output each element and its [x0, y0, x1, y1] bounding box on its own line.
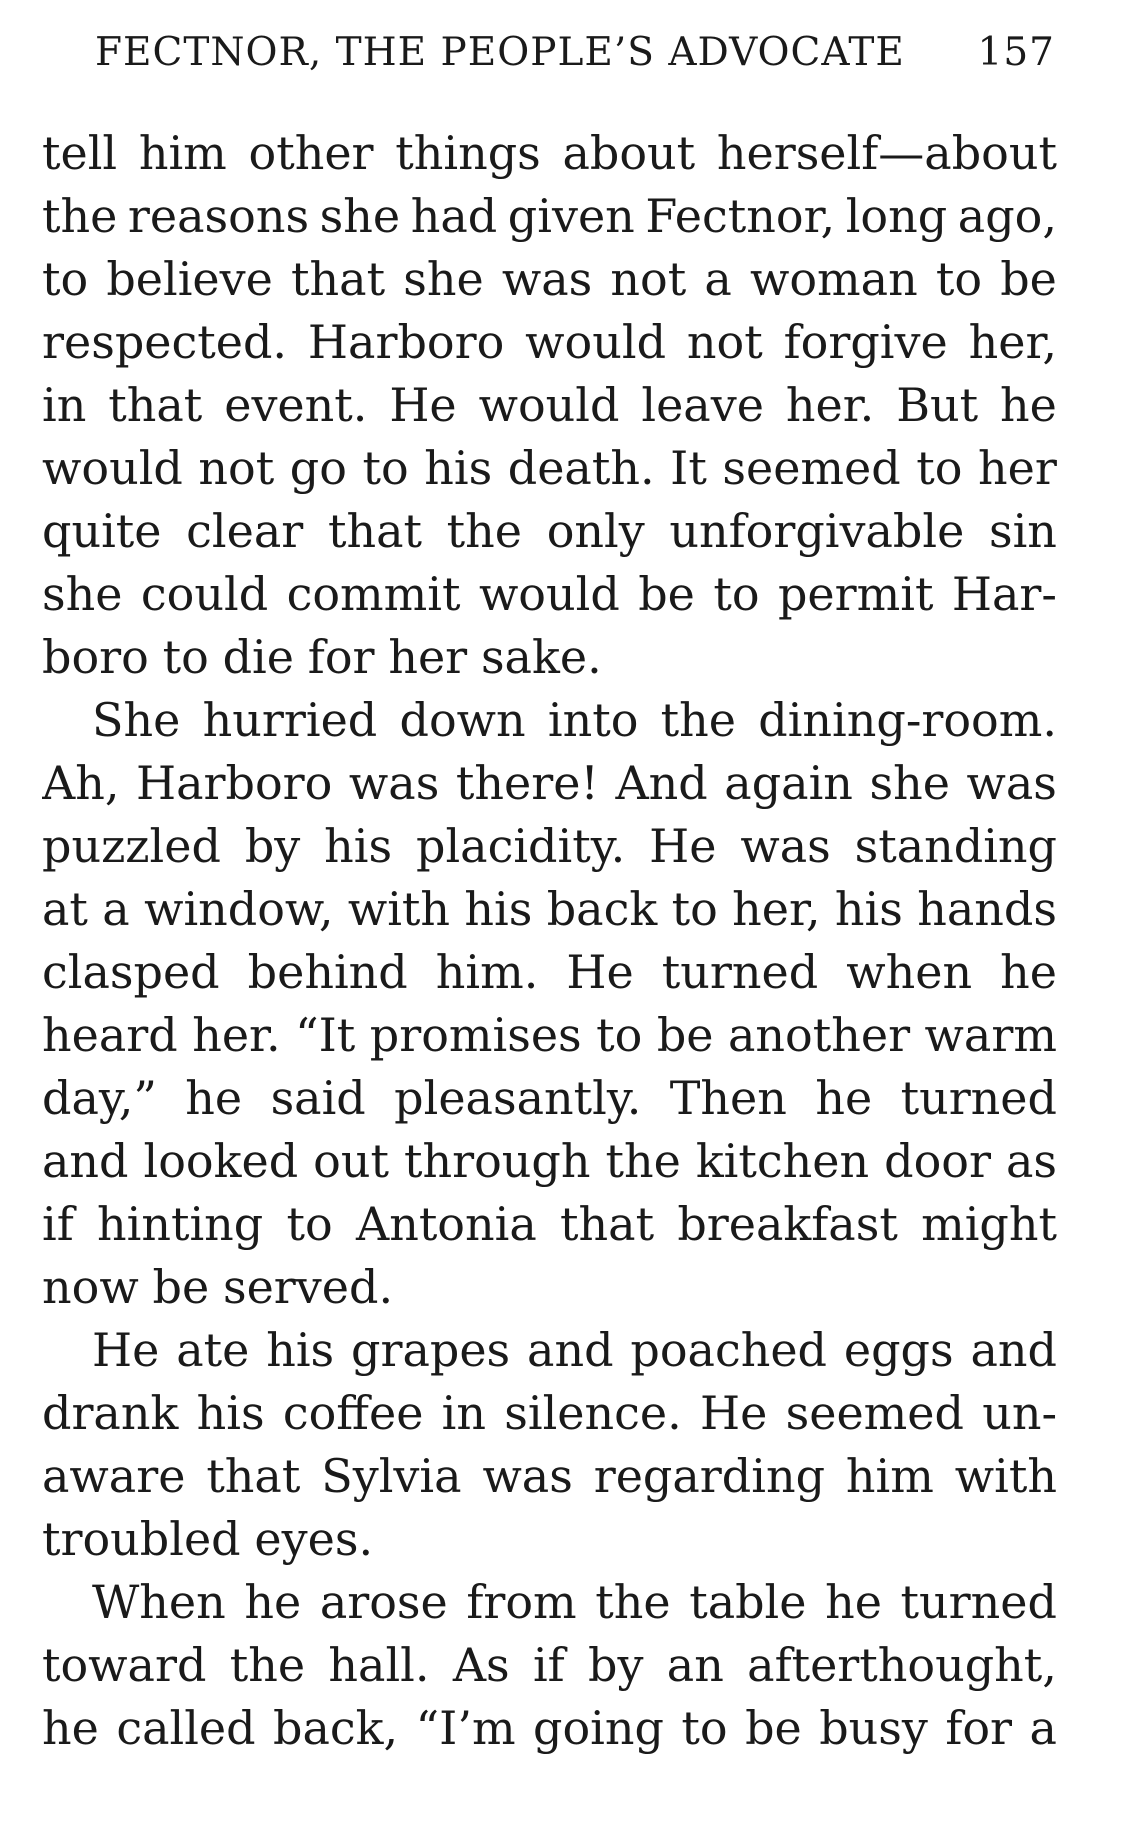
- text-line: she could commit would be to permit Har-: [42, 567, 1057, 621]
- text-line: puzzled by his placidity. He was standing: [42, 819, 1057, 873]
- paragraph: [42, 1319, 1057, 1571]
- text-line: toward the hall. As if by an afterthought,: [42, 1638, 1057, 1692]
- text-line: the reasons she had given Fectnor, long ago,: [42, 189, 1057, 243]
- text-line: now be served.: [42, 1260, 394, 1314]
- text-line: he called back, “I’m going to be busy for a: [42, 1701, 1057, 1755]
- running-head: [95, 30, 1055, 90]
- paragraph: [42, 122, 1057, 689]
- text-line: quite clear that the only unforgivable sin: [42, 504, 1057, 558]
- text-line: clasped behind him. He turned when he: [42, 945, 1057, 999]
- body-text: [42, 122, 1057, 1760]
- text-line: Ah, Harboro was there! And again she was: [42, 756, 1057, 810]
- text-line: to believe that she was not a woman to be: [42, 252, 1057, 306]
- text-line: heard her. “It promises to be another warm: [42, 1008, 1057, 1062]
- text-line: aware that Sylvia was regarding him with: [42, 1449, 1057, 1503]
- text-line: at a window, with his back to her, his hands: [42, 882, 1057, 936]
- text-line: and looked out through the kitchen door as: [42, 1134, 1057, 1188]
- page-number: 157: [977, 30, 1055, 75]
- paragraph: [42, 689, 1057, 1319]
- text-line: would not go to his death. It seemed to her: [42, 441, 1057, 495]
- paragraph: [42, 1571, 1057, 1760]
- text-line: boro to die for her sake.: [42, 630, 602, 684]
- text-line: He ate his grapes and poached eggs and: [92, 1323, 1057, 1377]
- text-line: troubled eyes.: [42, 1512, 374, 1566]
- text-line: drank his coffee in silence. He seemed un-: [42, 1386, 1057, 1440]
- text-line: tell him other things about herself—about: [42, 126, 1057, 180]
- text-line: if hinting to Antonia that breakfast might: [42, 1197, 1057, 1251]
- running-title: FECTNOR, THE PEOPLE’S ADVOCATE: [95, 30, 905, 75]
- text-line: She hurried down into the dining-room.: [92, 693, 1057, 747]
- text-line: in that event. He would leave her. But he: [42, 378, 1057, 432]
- text-line: When he arose from the table he turned: [92, 1575, 1057, 1629]
- text-line: day,” he said pleasantly. Then he turned: [42, 1071, 1057, 1125]
- text-line: respected. Harboro would not forgive her,: [42, 315, 1057, 369]
